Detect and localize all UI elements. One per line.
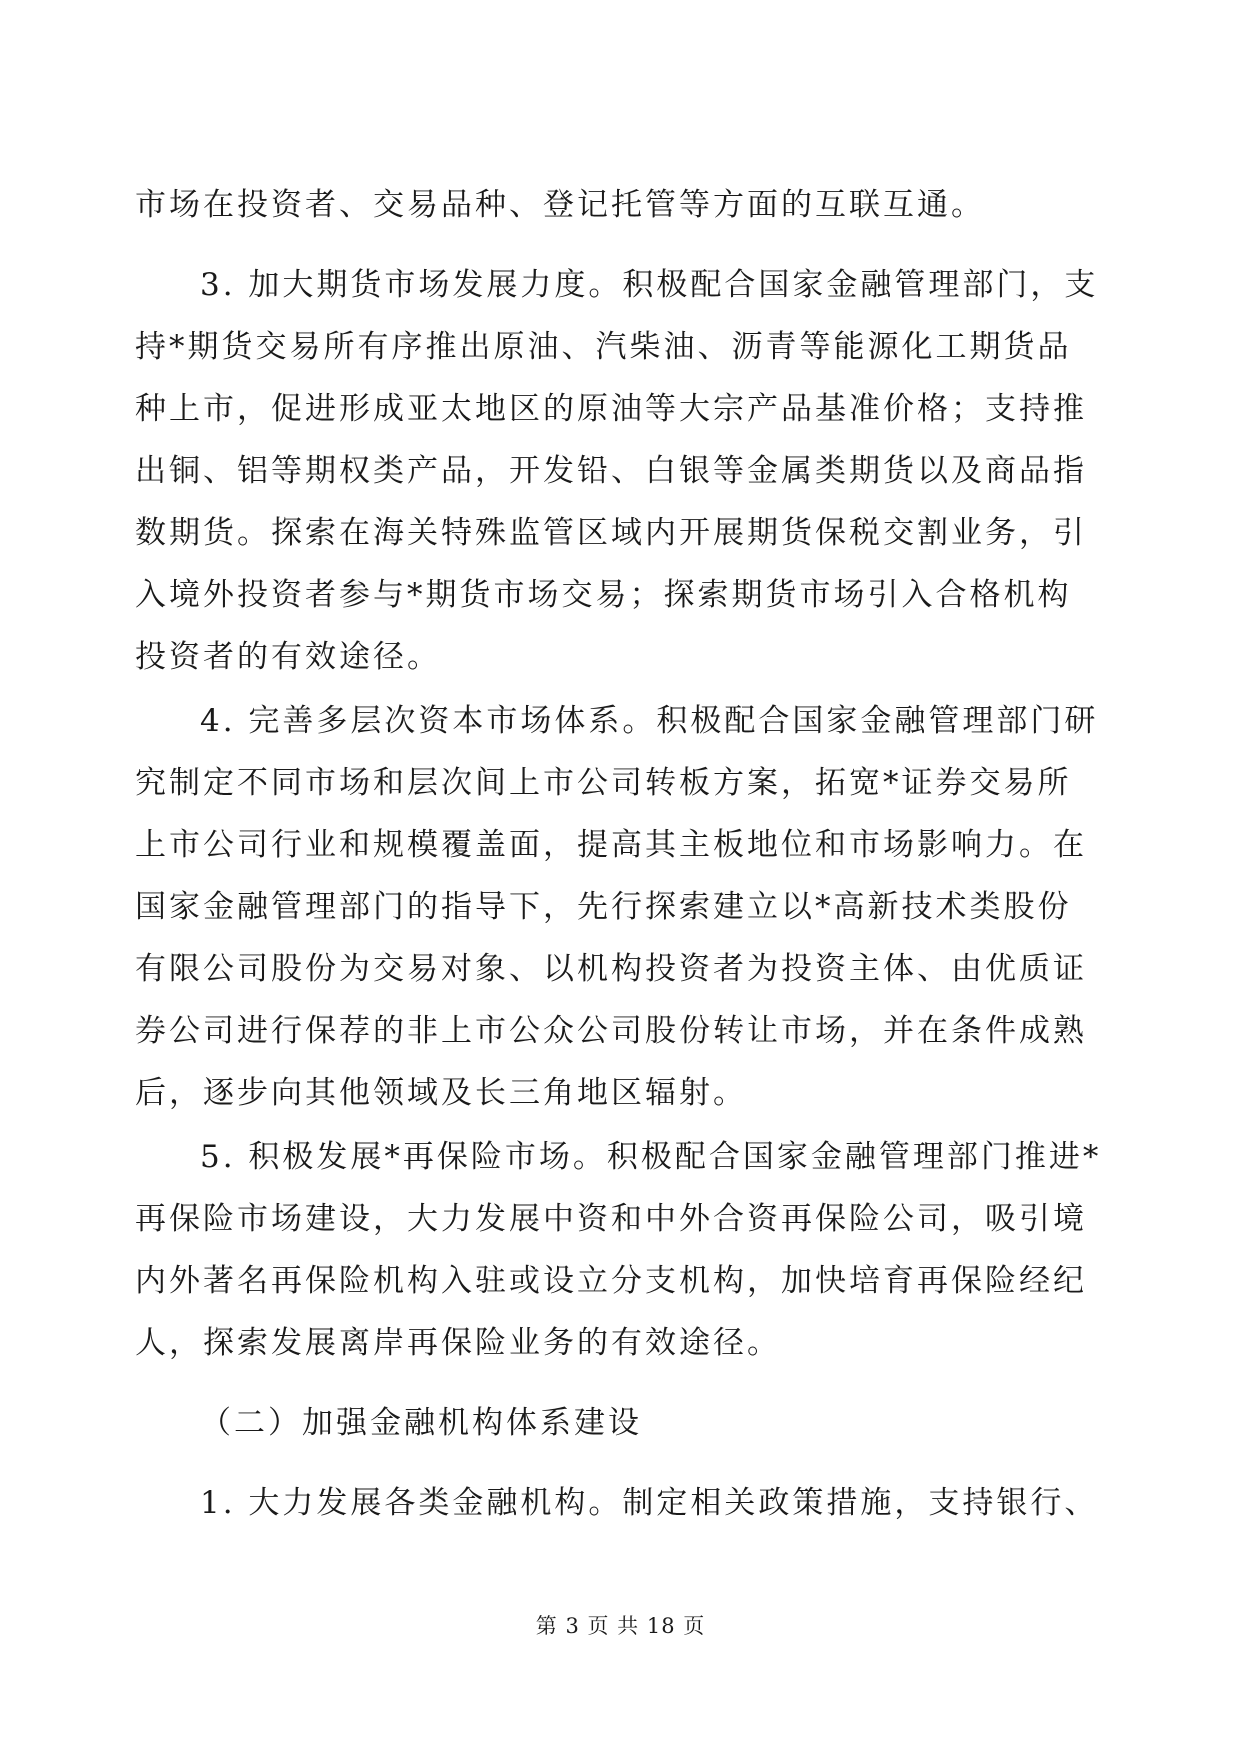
paragraph-line: 人，探索发展离岸再保险业务的有效途径。 [135, 1325, 781, 1361]
paragraph-line: 出铜、铝等期权类产品，开发铅、白银等金属类期货以及商品指 [135, 453, 1087, 489]
paragraph-line: 有限公司股份为交易对象、以机构投资者为投资主体、由优质证 [135, 951, 1087, 987]
section-heading: （二）加强金融机构体系建设 [200, 1405, 642, 1441]
paragraph-line: 3. 加大期货市场发展力度。积极配合国家金融管理部门，支 [200, 267, 1099, 303]
paragraph-line: 国家金融管理部门的指导下，先行探索建立以*高新技术类股份 [135, 889, 1072, 925]
paragraph-line: 5. 积极发展*再保险市场。积极配合国家金融管理部门推进* [200, 1139, 1102, 1175]
paragraph-line: 市场在投资者、交易品种、登记托管等方面的互联互通。 [135, 187, 985, 223]
paragraph-line: 数期货。探索在海关特殊监管区域内开展期货保税交割业务，引 [135, 515, 1087, 551]
paragraph-line: 投资者的有效途径。 [135, 639, 441, 675]
paragraph-line: 1. 大力发展各类金融机构。制定相关政策措施，支持银行、 [200, 1485, 1099, 1521]
paragraph-line: 后，逐步向其他领域及长三角地区辐射。 [135, 1075, 747, 1111]
paragraph-line: 究制定不同市场和层次间上市公司转板方案，拓宽*证券交易所 [135, 765, 1072, 801]
paragraph-line: 入境外投资者参与*期货市场交易；探索期货市场引入合格机构 [135, 577, 1072, 613]
paragraph-line: 4. 完善多层次资本市场体系。积极配合国家金融管理部门研 [200, 703, 1099, 739]
paragraph-line: 种上市，促进形成亚太地区的原油等大宗产品基准价格；支持推 [135, 391, 1087, 427]
paragraph-line: 持*期货交易所有序推出原油、汽柴油、沥青等能源化工期货品 [135, 329, 1072, 365]
page-footer: 第 3 页 共 18 页 [535, 1614, 706, 1638]
paragraph-line: 上市公司行业和规模覆盖面，提高其主板地位和市场影响力。在 [135, 827, 1087, 863]
paragraph-line: 再保险市场建设，大力发展中资和中外合资再保险公司，吸引境 [135, 1201, 1087, 1237]
paragraph-line: 券公司进行保荐的非上市公众公司股份转让市场，并在条件成熟 [135, 1013, 1087, 1049]
paragraph-line: 内外著名再保险机构入驻或设立分支机构，加快培育再保险经纪 [135, 1263, 1087, 1299]
